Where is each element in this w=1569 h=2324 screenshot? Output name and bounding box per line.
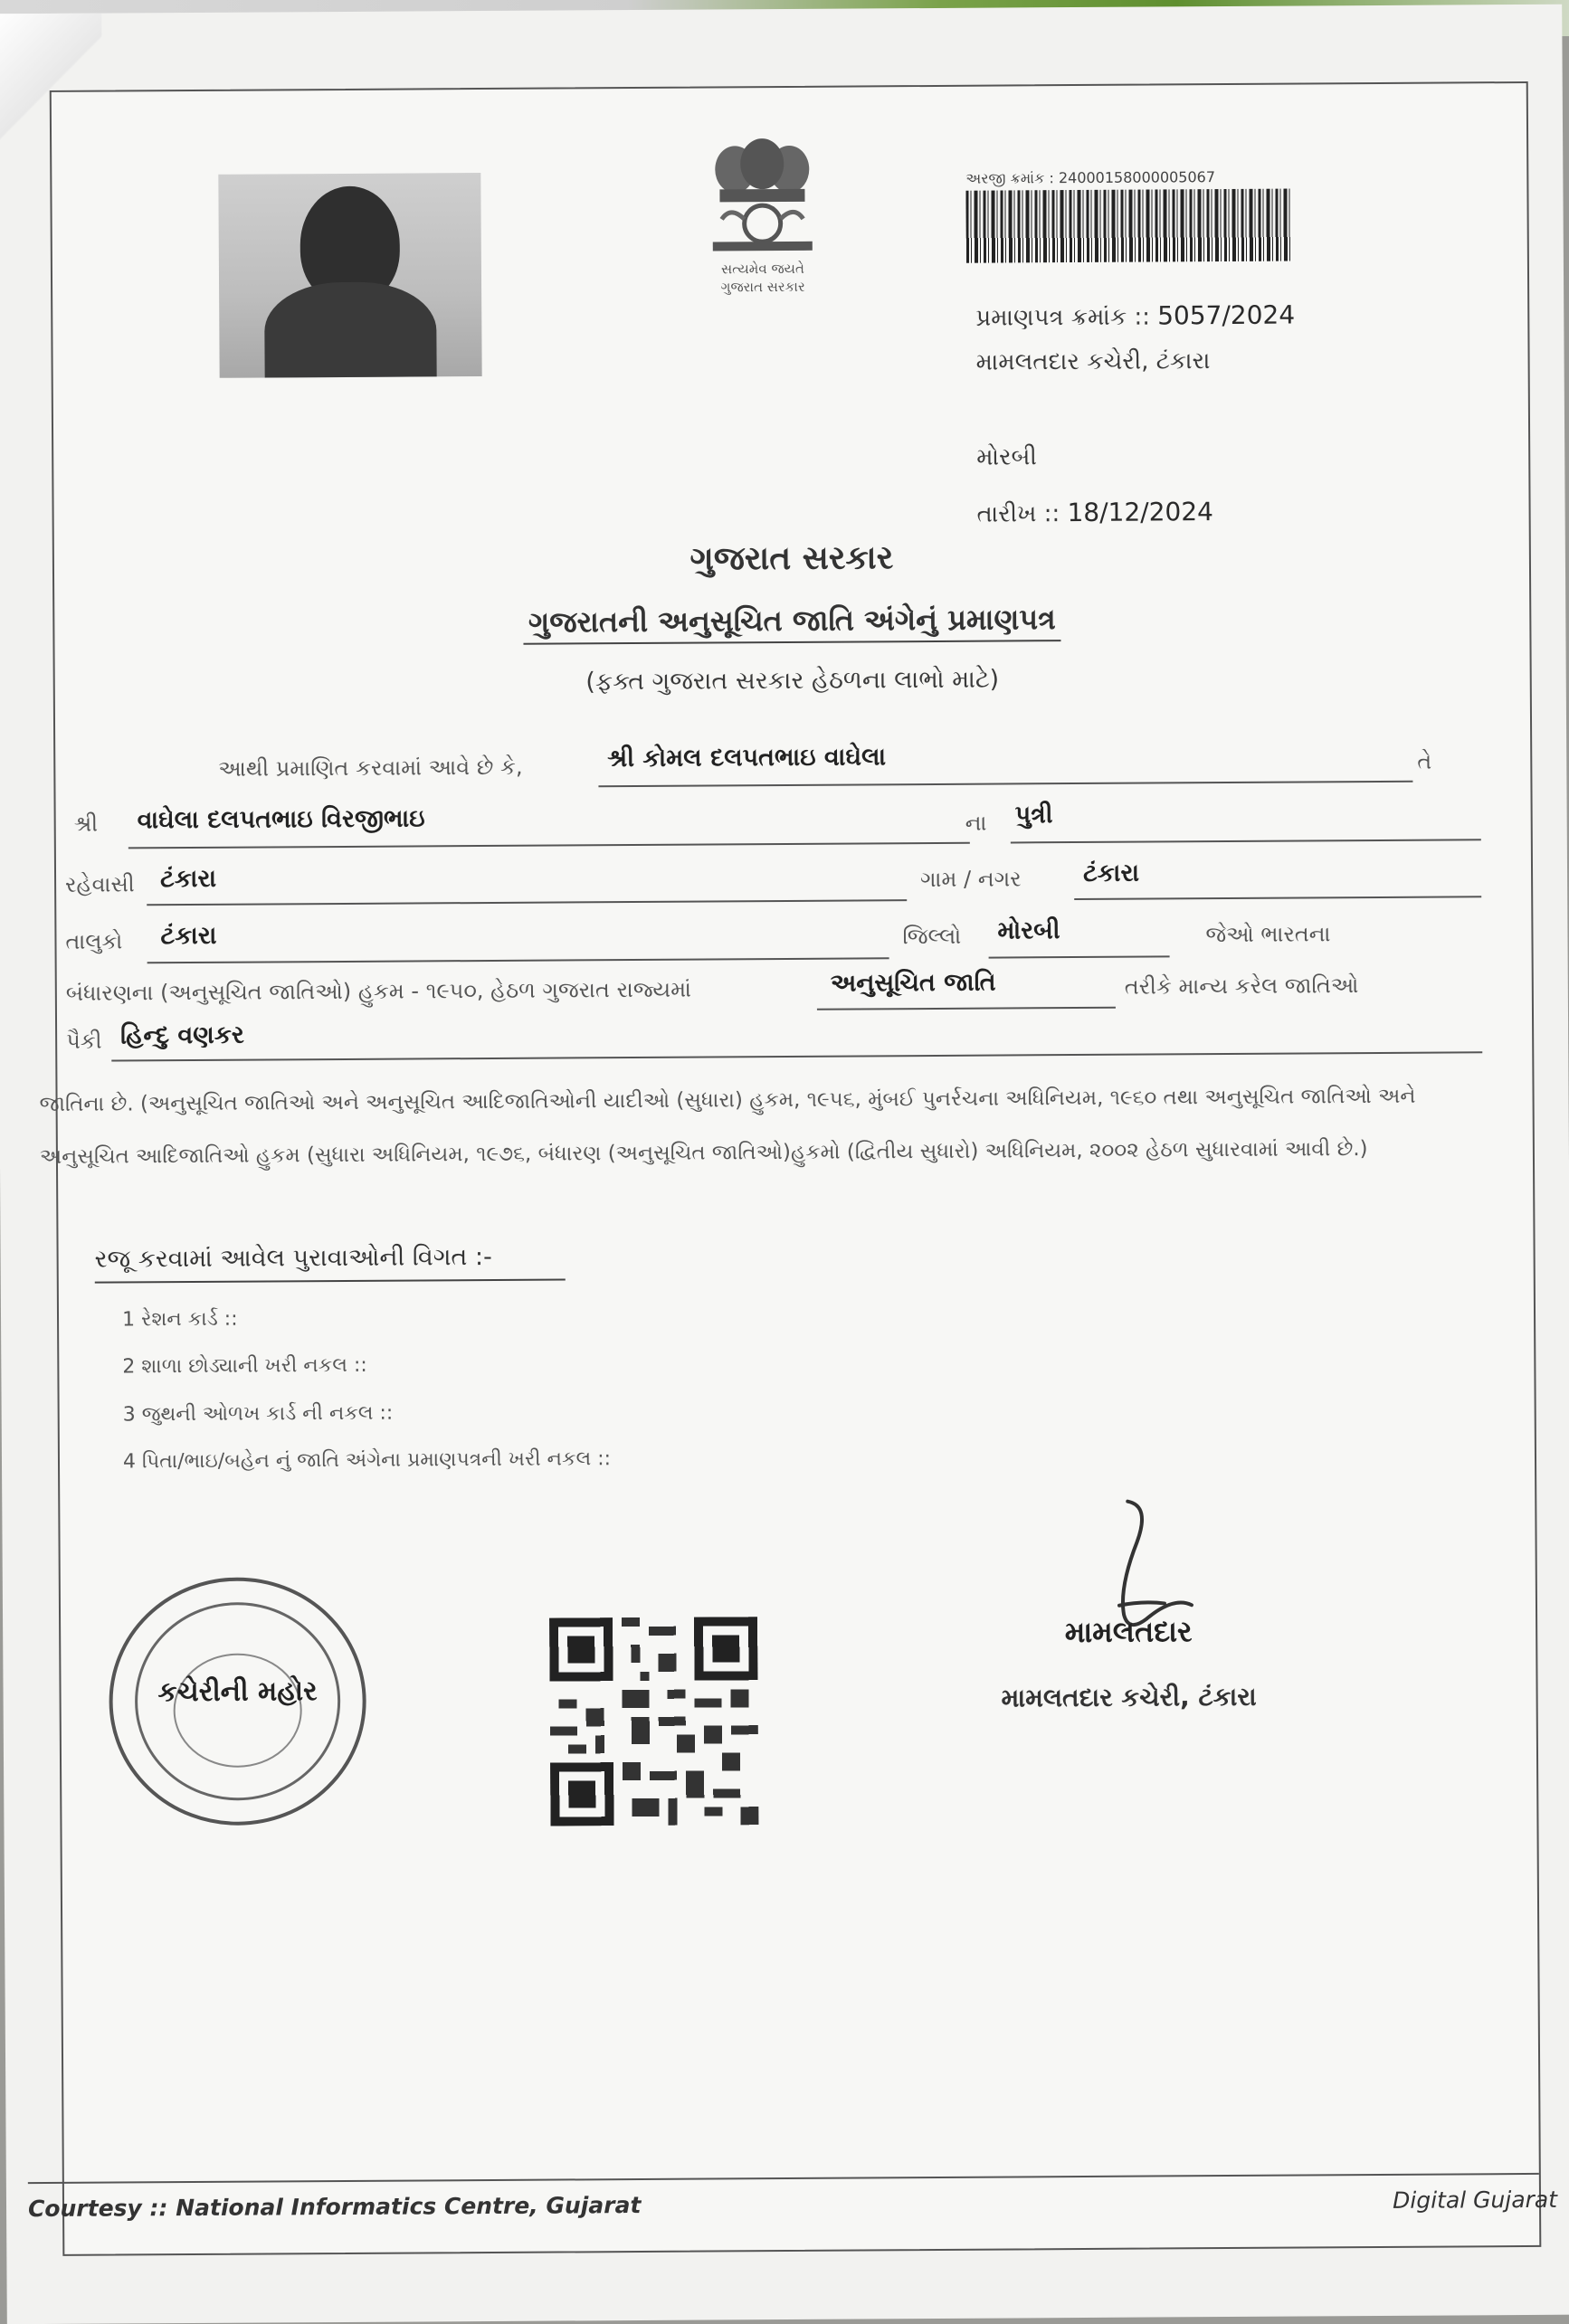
relation-value: પુત્રી: [1014, 801, 1053, 830]
constitution-text: બંધારણના (અનુસૂચિત જાતિઓ) હુકમ - ૧૯૫૦, હેઠળ ગુજરાત રાજ્યમાં: [65, 976, 692, 1006]
taluka-line: [147, 957, 889, 963]
office-seal: [106, 1574, 370, 1829]
document-item-1: 1 રેશન કાર્ડ ::: [121, 1307, 238, 1332]
signatory-title: મામલતદાર: [1064, 1614, 1193, 1650]
document-item-3: 3 જુથની ઓળખ કાર્ડ ની નકલ ::: [122, 1401, 394, 1427]
issuing-office: મામલતદાર કચેરી, ટંકારા: [975, 347, 1211, 376]
resident-value: ટંકારા: [159, 864, 217, 894]
taluka-label: તાલુકો: [65, 928, 123, 954]
footer-brand: Digital Gujarat: [1392, 2186, 1558, 2214]
village-label: ગામ / નગર: [919, 866, 1022, 893]
caste-category: અનુસૂચિત જાતિ: [830, 968, 996, 998]
signatory-office: મામલતદાર કચેરી, ટંકારા: [1001, 1681, 1257, 1713]
documents-heading: રજૂ કરવામાં આવેલ પુરાવાઓની વિગત :-: [95, 1242, 566, 1283]
certify-label: આથી પ્રમાણિત કરવામાં આવે છે કે,: [218, 754, 523, 782]
village-line: [1074, 896, 1481, 900]
certificate-frame: [27, 81, 1558, 2256]
issuing-district: મોરબી: [976, 443, 1037, 471]
footer-courtesy: Courtesy :: National Informatics Centre, Gujarat: [27, 2191, 642, 2223]
govt-title: ગુજરાત સરકાર: [689, 539, 894, 578]
resident-line: [147, 899, 907, 906]
shri-label: શ્રી: [73, 811, 99, 837]
emblem-icon: [694, 133, 831, 261]
certificate-number: 5057/2024: [1157, 299, 1296, 331]
footer-divider: [28, 2173, 1539, 2184]
taluka-value: ટંકારા: [160, 921, 217, 951]
legal-paragraph: જાતિના છે. (અનુસૂચિત જાતિઓ અને અનુસૂચિત આદિજાતિઓની યાદીઓ (સુધારા) હુકમ, ૧૯૫૬, મુંબઈ પુનર્રચના અધિનિયમ, ૧૯૬૦ તથા અનુસૂચિત જાતિઓ અને અનુસૂચિત આદિજાતિઓ હુકમ (સુધારા અધિનિયમ, ૧૯૭૬, બંધારણ (અનુસૂચિત જાતિઓ)હુકમો (દ્વિતીય સુધારો) અધિનિયમ, ૨૦૦૨ હેઠળ સુધારવામાં આવી છે.): [39, 1084, 1416, 1170]
caste-line: [111, 1051, 1482, 1061]
certificate-purpose: (ફક્ત ગુજરાત સરકાર હેઠળના લાભો માટે): [585, 665, 1000, 697]
applicant-photo: [218, 173, 481, 378]
certificate-title-text: ગુજરાતની અનુસૂચિત જાતિ અંગેનું પ્રમાણપત્ર: [523, 602, 1061, 645]
seal-text: કચેરીની મહોર: [157, 1675, 318, 1709]
caste-category-line: [817, 1007, 1116, 1010]
emblem-caption-1: સત્યમેવ જયતે: [720, 260, 804, 278]
national-emblem: [685, 133, 840, 315]
district-line: [989, 955, 1170, 958]
certificate-number-row: [975, 300, 1295, 333]
issue-date-label: તારીખ ::: [976, 500, 1060, 528]
paiki-label: પૈકી: [66, 1028, 102, 1054]
caste-value: હિન્દુ વણકર: [120, 1020, 244, 1050]
document-item-2: 2 શાળા છોડ્યાની ખરી નકલ ::: [122, 1353, 367, 1379]
district-value: મોરબી: [997, 916, 1060, 945]
certificate-paper: [0, 5, 1569, 2324]
barcode: [965, 189, 1291, 263]
certificate-title: [54, 599, 1529, 643]
india-label: જેઓ ભારતના: [1205, 921, 1331, 948]
issue-date: 18/12/2024: [1067, 497, 1214, 528]
certificate-number-label: પ્રમાણપત્ર ક્રમાંક ::: [975, 303, 1151, 332]
applicant-name-line: [598, 781, 1412, 787]
te-label: તે: [1417, 748, 1432, 774]
emblem-caption-2: ગુજરાત સરકાર: [720, 278, 805, 296]
father-name: વાઘેલા દલપતભાઇ વિરજીભાઇ: [137, 804, 425, 835]
qr-code: [549, 1617, 758, 1826]
district-label: જિલ્લો: [902, 923, 962, 950]
relation-line: [1011, 839, 1481, 843]
applicant-name: શ્રી કોમલ દલપતભાઇ વાઘેલા: [607, 743, 887, 773]
photo-body: [264, 281, 437, 377]
resident-label: રહેવાસી: [65, 871, 135, 897]
father-name-line: [128, 842, 970, 849]
document-item-4: 4 પિતા/ભાઇ/બહેન નું જાતિ અંગેના પ્રમાણપત્રની ખરી નકલ ::: [122, 1447, 612, 1474]
recognized-text: તરીકે માન્ય કરેલ જાતિઓ: [1124, 972, 1359, 1000]
issue-date-row: [977, 497, 1214, 529]
village-value: ટંકારા: [1082, 858, 1140, 887]
application-number: અરજી ક્રમાંક : 24000158000005067: [965, 168, 1216, 187]
na-label: ના: [965, 810, 987, 836]
